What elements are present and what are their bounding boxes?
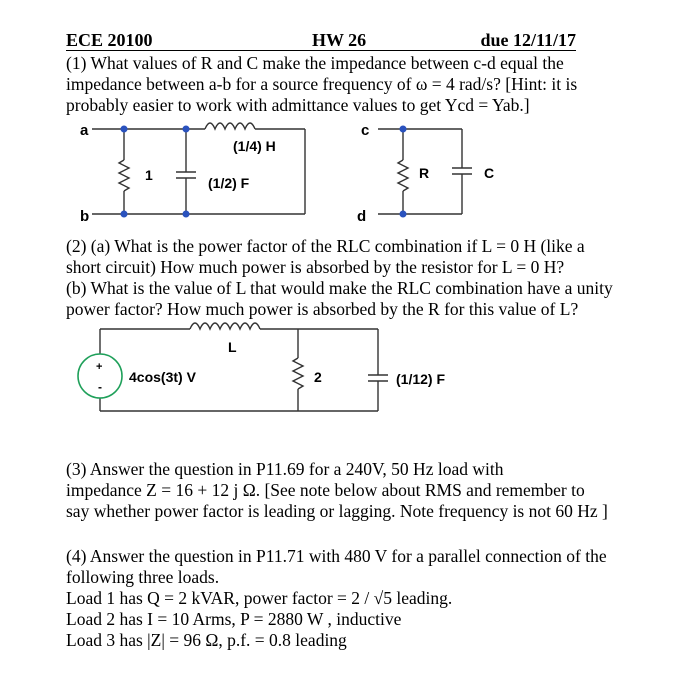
- problem-4-line: Load 2 has I = 10 Arms, P = 2880 W , inductive: [66, 609, 402, 629]
- course-code: ECE 20100: [66, 30, 153, 50]
- problem-4-text: [66, 546, 607, 651]
- source-minus-sign: -: [98, 380, 102, 394]
- problem-4-line: (4) Answer the question in P11.71 with 480 V for a parallel connection of the: [66, 546, 607, 566]
- problem-1-line: impedance between a-b for a source frequency of ω = 4 rad/s? [Hint: it is: [66, 74, 578, 94]
- inductor-1-symbol: [205, 123, 255, 129]
- capacitor-1-label: (1/2) F: [208, 175, 250, 191]
- resistor-1-symbol: [119, 160, 129, 191]
- resistor-r-label: R: [419, 165, 430, 181]
- problem-2-line: (2) (a) What is the power factor of the RLC combination if L = 0 H (like a: [66, 236, 585, 256]
- resistor-2-label: 2: [314, 369, 322, 385]
- problem-3-line: (3) Answer the question in P11.69 for a 240V, 50 Hz load with: [66, 459, 504, 479]
- source-plus-sign: +: [96, 361, 103, 373]
- resistor-1-label: 1: [145, 167, 153, 183]
- problem-3-line: impedance Z = 16 + 12 j Ω. [See note below about RMS and remember to: [66, 480, 585, 500]
- circuit-2-wires: [100, 323, 388, 411]
- node-c-label: c: [361, 122, 370, 139]
- node-b-label: b: [80, 208, 90, 225]
- problem-4-line: following three loads.: [66, 567, 220, 587]
- problem-2-text: [66, 236, 613, 320]
- voltage-source-label: 4cos(3t) V: [129, 369, 196, 385]
- capacitor-2-label: (1/12) F: [396, 371, 446, 387]
- inductor-l-label: L: [228, 339, 237, 355]
- problem-1-line: probably easier to work with admittance values to get Ycd = Yab.]: [66, 95, 530, 115]
- node-d-label: d: [357, 208, 367, 225]
- due-date: due 12/11/17: [480, 30, 576, 50]
- problem-3-text: [66, 459, 608, 522]
- homework-number: HW 26: [312, 30, 367, 50]
- problem-2-line: (b) What is the value of L that would make the RLC combination have a unity: [66, 278, 613, 298]
- capacitor-c-label: C: [484, 165, 495, 181]
- inductor-1-label: (1/4) H: [233, 138, 276, 154]
- problem-3-line: say whether power factor is leading or lagging. Note frequency is not 60 Hz ]: [66, 501, 608, 521]
- problem-2-line: power factor? How much power is absorbed by the R for this value of L?: [66, 299, 579, 319]
- node-a-label: a: [80, 122, 89, 139]
- problem-1-line: (1) What values of R and C make the impedance between c-d equal the: [66, 53, 564, 73]
- problem-4-line: Load 1 has Q = 2 kVAR, power factor = 2 / √5 leading.: [66, 588, 453, 608]
- problem-4-line: Load 3 has |Z| = 96 Ω, p.f. = 0.8 leading: [66, 630, 347, 650]
- problem-2-line: short circuit) How much power is absorbed by the resistor for L = 0 H?: [66, 257, 565, 277]
